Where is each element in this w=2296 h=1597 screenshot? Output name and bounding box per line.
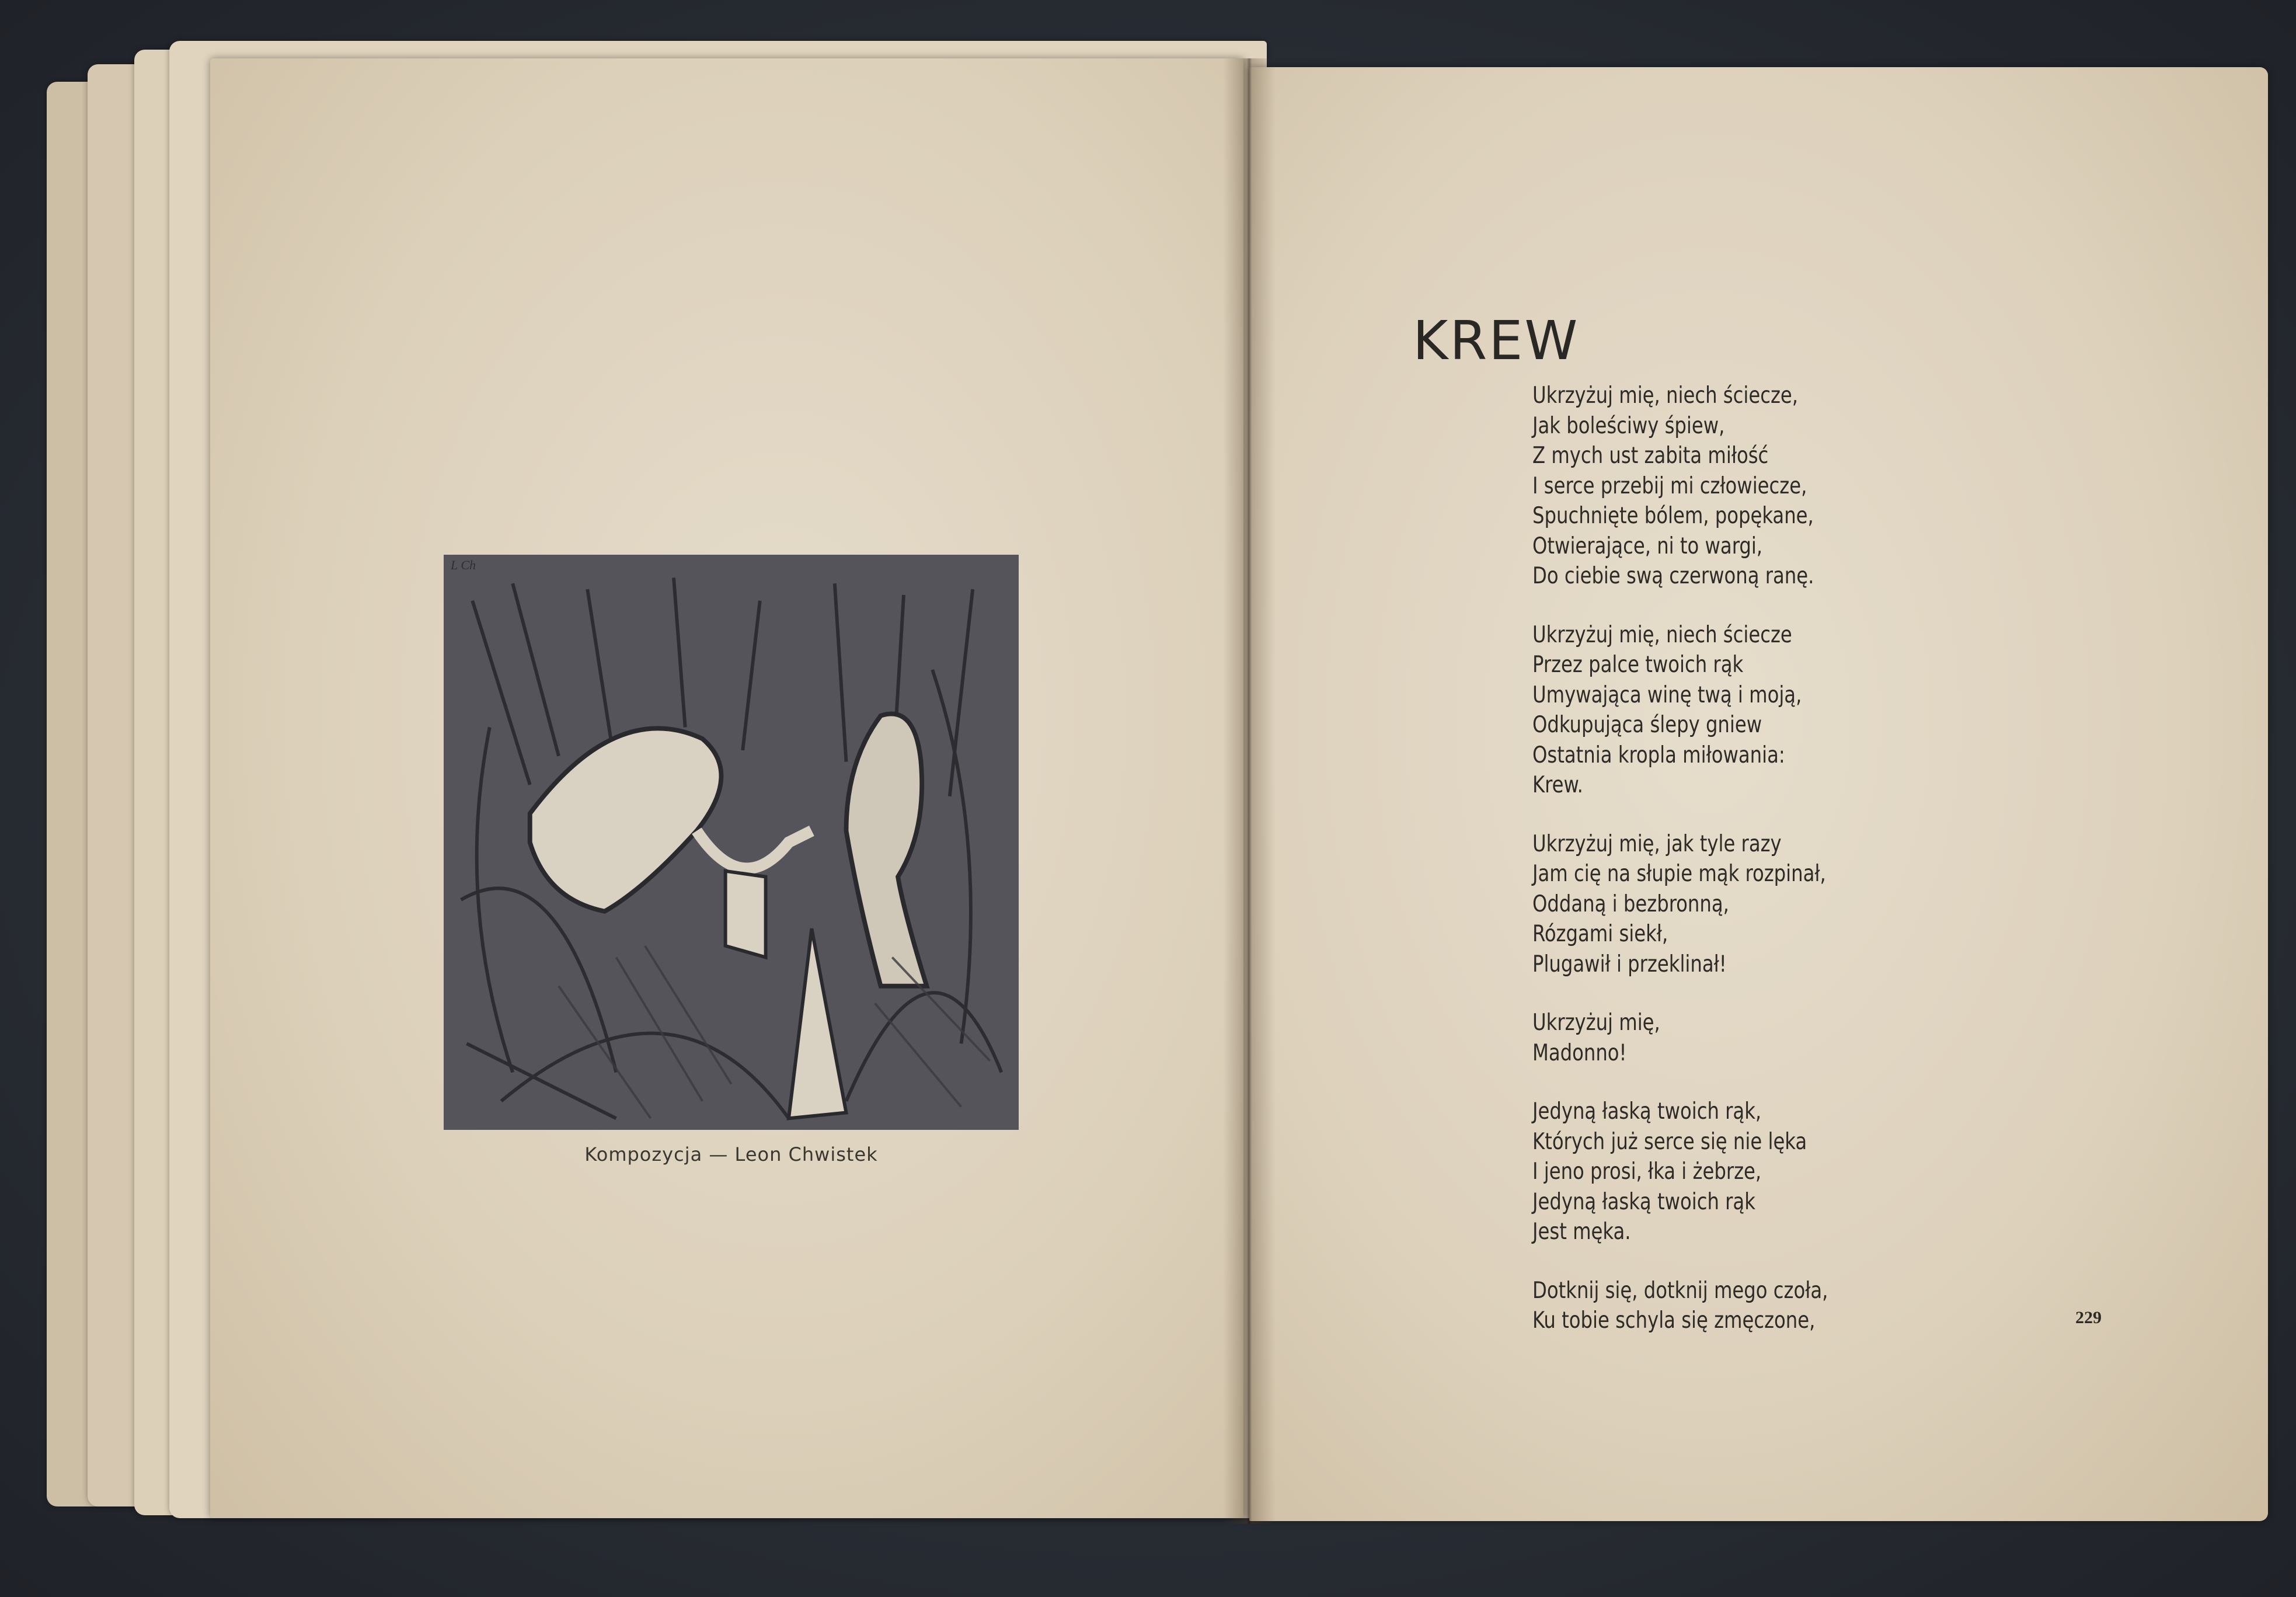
stanza <box>1532 1276 1976 1336</box>
poem-line: Dotknij się, dotknij mego czoła, <box>1532 1277 1828 1304</box>
poem-line: Otwierające, ni to wargi, <box>1532 533 1763 559</box>
poem-line: Plugawił i przeklinał! <box>1532 951 1727 977</box>
poem-line: Ukrzyżuj mię, niech ściecze, <box>1532 382 1799 409</box>
book-gutter <box>1223 58 1276 1524</box>
stanza <box>1532 829 1976 980</box>
poem-line: I jeno prosi, łka i żebrze, <box>1532 1158 1762 1185</box>
poem-line: Jedyną łaską twoich rąk, <box>1532 1098 1762 1125</box>
poem-line: Oddaną i bezbronną, <box>1532 890 1729 917</box>
poem-line: Jedyną łaską twoich rąk <box>1532 1188 1755 1215</box>
poem-line: Których już serce się nie lęka <box>1532 1128 1807 1155</box>
poem-line: Przez palce twoich rąk <box>1532 652 1744 678</box>
page-number: 229 <box>2075 1308 2102 1327</box>
poem-line: Jest męka. <box>1532 1219 1631 1245</box>
illustration-drawing <box>444 555 1019 1130</box>
poem-line: Ukrzyżuj mię, <box>1532 1010 1660 1036</box>
poem-line: Spuchnięte bólem, popękane, <box>1532 503 1814 529</box>
poem-line: Z mych ust zabita miłość <box>1532 443 1769 469</box>
illustration-caption: Kompozycja — Leon Chwistek <box>584 1143 878 1165</box>
poem-line: Umywająca winę twą i moją, <box>1532 681 1802 708</box>
poem-line: Odkupująca ślepy gniew <box>1532 712 1762 738</box>
poem-line: Rózgami siekł, <box>1532 921 1668 947</box>
poem-line: I serce przebij mi człowiecze, <box>1532 472 1807 499</box>
stanza <box>1532 1097 1976 1247</box>
poem-body <box>1532 381 1976 1365</box>
poem-line: Krew. <box>1532 772 1583 798</box>
poem-line: Jam cię na słupie mąk rozpinał, <box>1532 861 1826 887</box>
stanza <box>1532 620 1976 801</box>
poem-line: Ukrzyżuj mię, jak tyle razy <box>1532 830 1782 857</box>
stanza <box>1532 381 1976 592</box>
poem-line: Jak boleściwy śpiew, <box>1532 412 1725 439</box>
poem-line: Ostatnia kropla miłowania: <box>1532 742 1785 768</box>
poem-title: KREW <box>1413 309 1580 372</box>
stanza <box>1532 1008 1976 1068</box>
poem-line: Madonno! <box>1532 1039 1627 1066</box>
poem-line: Do ciebie swą czerwoną ranę. <box>1532 563 1814 589</box>
poem-line: Ukrzyżuj mię, niech ściecze <box>1532 621 1792 648</box>
woodcut-illustration <box>444 555 1019 1130</box>
poem-line: Ku tobie schyla się zmęczone, <box>1532 1307 1816 1334</box>
artist-signature: L Ch <box>451 558 476 572</box>
